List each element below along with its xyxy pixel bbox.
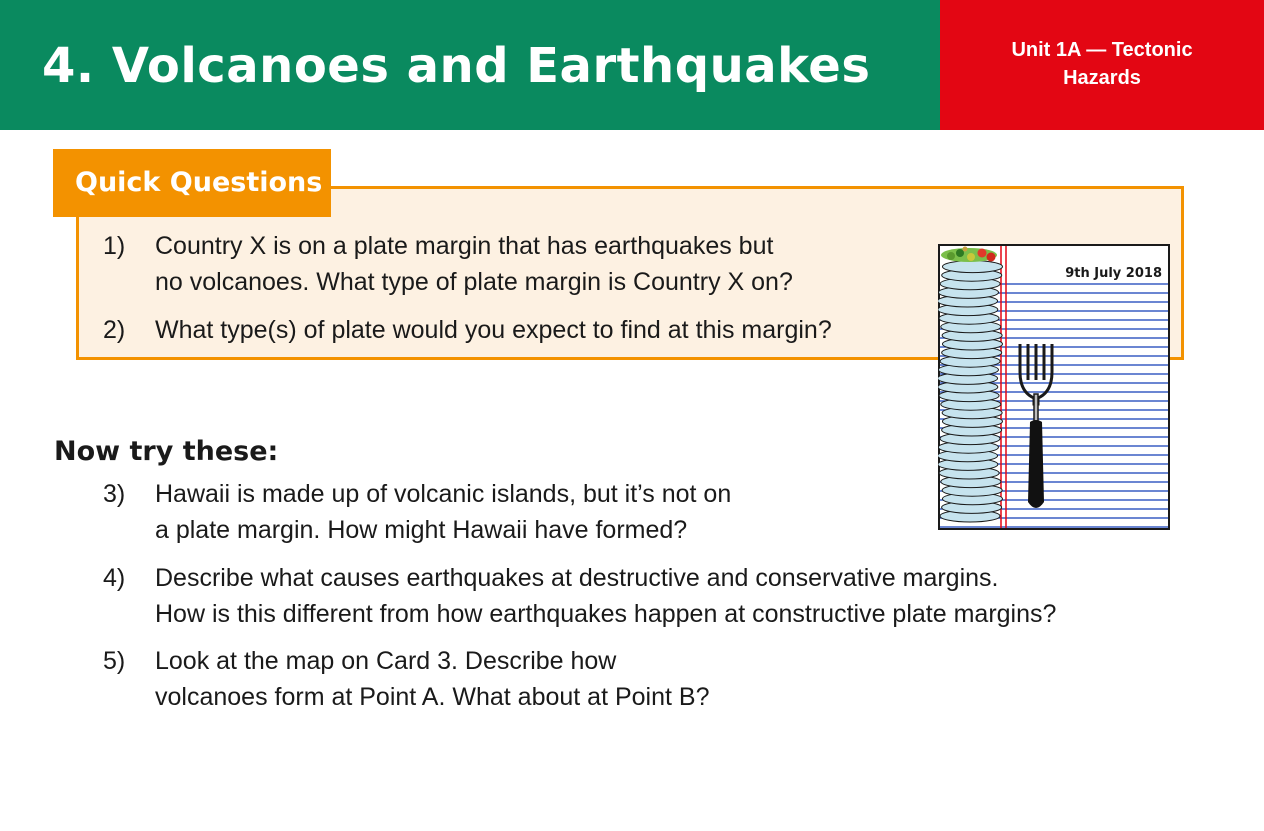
question-number: 1) [103, 232, 126, 260]
unit-label-line1: Unit 1A — Tectonic [1011, 39, 1193, 61]
question-line: Country X is on a plate margin that has earthquakes but [155, 232, 774, 260]
question-line: a plate margin. How might Hawaii have formed? [155, 516, 688, 544]
question-line: What type(s) of plate would you expect to find at this margin? [155, 316, 832, 344]
pancake-diary-illustration [938, 244, 1170, 530]
page-title: 4. Volcanoes and Earthquakes [42, 38, 871, 94]
now-try-title: Now try these: [54, 436, 279, 467]
question-text [155, 476, 731, 548]
unit-label-line2: Hazards [1063, 67, 1141, 89]
question-line: Describe what causes earthquakes at destructive and conservative margins. [155, 564, 999, 592]
question-text [155, 228, 793, 300]
question-line: Look at the map on Card 3. Describe how [155, 647, 617, 675]
question-number: 2) [103, 316, 126, 344]
quick-questions-title: Quick Questions [75, 167, 323, 198]
question-text [155, 312, 832, 348]
question-line: Hawaii is made up of volcanic islands, but it’s not on [155, 480, 732, 508]
header-banner [0, 0, 940, 130]
unit-badge [940, 0, 1264, 130]
quick-questions-tab [53, 149, 331, 217]
question-number: 5) [103, 647, 126, 675]
unit-label [970, 36, 1234, 92]
diary-date: 9th July 2018 [1065, 266, 1162, 281]
question-line: How is this different from how earthquakes happen at constructive plate margins? [155, 600, 1057, 628]
question-text [155, 643, 709, 715]
question-number: 3) [103, 480, 126, 508]
question-line: volcanoes form at Point A. What about at Point B? [155, 683, 710, 711]
pancake-stack-icon [938, 247, 1002, 523]
question-number: 4) [103, 564, 126, 592]
question-text [155, 560, 1056, 632]
question-line: no volcanoes. What type of plate margin is Country X on? [155, 268, 793, 296]
